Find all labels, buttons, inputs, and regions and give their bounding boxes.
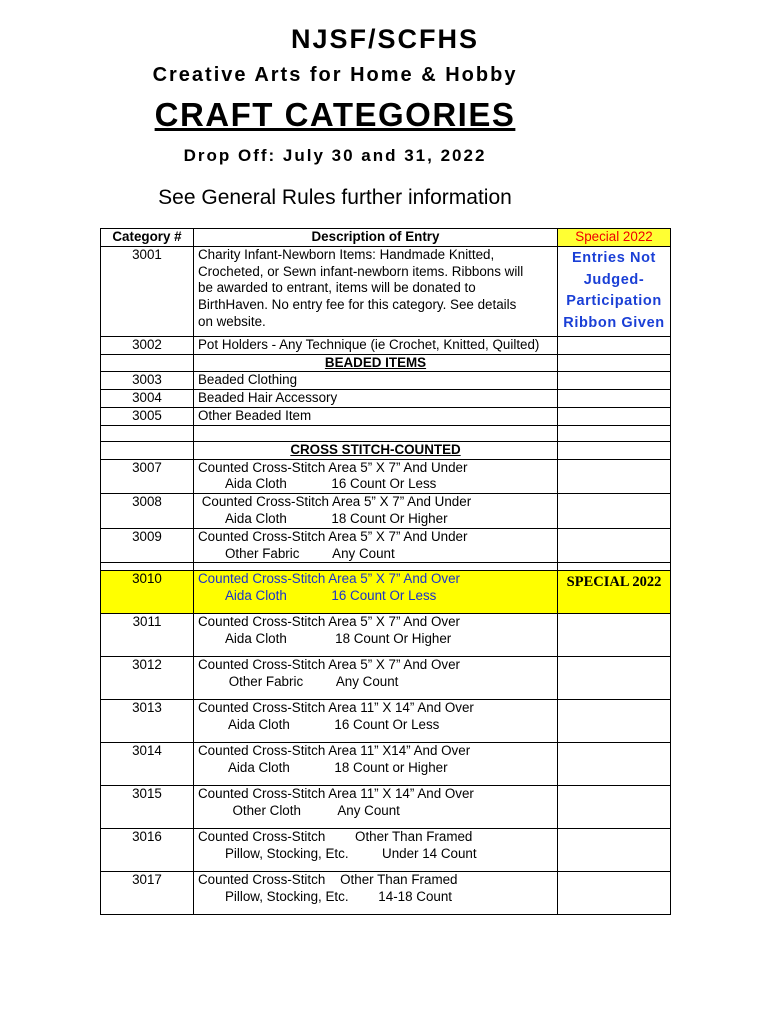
entry-description: Beaded Clothing	[194, 372, 558, 390]
table-row	[101, 459, 671, 494]
category-number: 3002	[101, 336, 194, 354]
table-row	[101, 614, 671, 657]
category-number: 3003	[101, 372, 194, 390]
table-row	[101, 657, 671, 700]
entry-description: Counted Cross-Stitch Area 11” X 14” And Over Other Cloth Any Count	[194, 786, 558, 829]
table-row	[101, 700, 671, 743]
entry-description: Beaded Hair Accessory	[194, 390, 558, 408]
entry-description: Counted Cross-Stitch Other Than Framed Pillow, Stocking, Etc. Under 14 Count	[194, 829, 558, 872]
table-row	[101, 246, 671, 336]
category-number: 3005	[101, 407, 194, 425]
description-header: Description of Entry	[194, 229, 558, 247]
entry-description: Charity Infant-Newborn Items: Handmade Knitted, Crocheted, or Sewn infant-newborn items. Ribbons will be awarded to entrant, items will be donated to BirthHaven. No entry fee for this category. See details on website.	[194, 246, 558, 336]
entry-description: Other Beaded Item	[194, 407, 558, 425]
section-row	[101, 441, 671, 459]
page-subtitle: Creative Arts for Home & Hobby	[152, 64, 518, 86]
dropoff-dates: Drop Off: July 30 and 31, 2022	[183, 146, 487, 165]
table-row	[101, 494, 671, 529]
section-heading-cross-stitch: CROSS STITCH-COUNTED	[194, 441, 558, 459]
entry-description: Counted Cross-Stitch Area 5” X 7” And Over Aida Cloth 16 Count Or Less	[194, 571, 558, 614]
special-badge: SPECIAL 2022	[558, 571, 671, 614]
table-row	[101, 786, 671, 829]
category-number: 3008	[101, 494, 194, 529]
table-row	[101, 743, 671, 786]
entry-description: Counted Cross-Stitch Area 5” X 7” And Over Other Fabric Any Count	[194, 657, 558, 700]
category-number: 3013	[101, 700, 194, 743]
category-number: 3001	[101, 246, 194, 336]
page-title: CRAFT CATEGORIES	[154, 96, 516, 133]
categories-table	[100, 228, 671, 915]
table-row-highlighted	[101, 571, 671, 614]
org-title: NJSF/SCFHS	[290, 24, 480, 54]
entry-description: Counted Cross-Stitch Area 5” X 7” And Under Aida Cloth 16 Count Or Less	[194, 459, 558, 494]
rules-note: See General Rules further information	[158, 186, 512, 209]
category-number: 3011	[101, 614, 194, 657]
category-number: 3014	[101, 743, 194, 786]
category-number: 3016	[101, 829, 194, 872]
category-number: 3012	[101, 657, 194, 700]
table-row	[101, 829, 671, 872]
table-row	[101, 407, 671, 425]
special-note: Entries Not Judged- Participation Ribbon Given	[558, 246, 671, 336]
table-row	[101, 872, 671, 915]
category-number: 3017	[101, 872, 194, 915]
entry-description: Counted Cross-Stitch Area 11” X 14” And Over Aida Cloth 16 Count Or Less	[194, 700, 558, 743]
category-number: 3015	[101, 786, 194, 829]
blank-row	[101, 425, 671, 441]
special-header: Special 2022	[558, 229, 671, 247]
category-header: Category #	[101, 229, 194, 247]
table-row	[101, 528, 671, 563]
section-row	[101, 354, 671, 372]
entry-description: Counted Cross-Stitch Area 5” X 7” And Under Other Fabric Any Count	[194, 528, 558, 563]
category-number: 3007	[101, 459, 194, 494]
category-number: 3010	[101, 571, 194, 614]
entry-description: Counted Cross-Stitch Area 5” X 7” And Under Aida Cloth 18 Count Or Higher	[194, 494, 558, 529]
table-row	[101, 336, 671, 354]
entry-description: Counted Cross-Stitch Other Than Framed Pillow, Stocking, Etc. 14-18 Count	[194, 872, 558, 915]
table-row	[101, 372, 671, 390]
entry-description: Counted Cross-Stitch Area 11” X14” And Over Aida Cloth 18 Count or Higher	[194, 743, 558, 786]
section-heading-beaded: BEADED ITEMS	[194, 354, 558, 372]
blank-row	[101, 563, 671, 571]
category-number: 3004	[101, 390, 194, 408]
entry-description: Pot Holders - Any Technique (ie Crochet, Knitted, Quilted)	[194, 336, 558, 354]
category-number: 3009	[101, 528, 194, 563]
table-header-row	[101, 229, 671, 247]
table-row	[101, 390, 671, 408]
entry-description: Counted Cross-Stitch Area 5” X 7” And Over Aida Cloth 18 Count Or Higher	[194, 614, 558, 657]
